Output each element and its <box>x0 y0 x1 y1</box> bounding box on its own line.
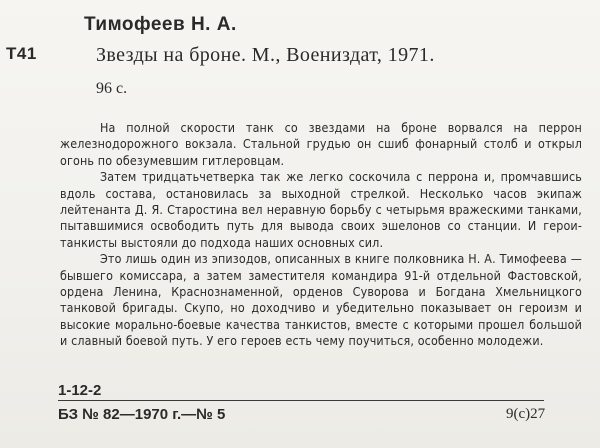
page-count: 96 с. <box>96 80 128 97</box>
author-name: Тимофеев Н. А. <box>84 14 237 35</box>
shelfmark: Т41 <box>6 44 37 63</box>
annotation-paragraph: На полной скорости танк со звездами на броне ворвался на перрон железнодорожного вокзала. Стальной грудью он сшиб фонарный столб и открыл огонь по обезумевшим гитлеровцам. <box>60 120 582 168</box>
bz-number: БЗ № 82—1970 г.—№ 5 <box>58 406 226 423</box>
classification-code: 1-12-2 <box>58 382 102 399</box>
price-code: 9(с)27 <box>506 406 546 422</box>
annotation-paragraph: Затем тридцатьчетверка так же легко соскочила с перрона и, промчавшись вдоль состава, остановилась за выходной стрелкой. Несколько часов экипаж лейтенанта Д. Я. Старостина вел неравную борьбу с четырьмя вражескими танками, пытавшимися освободить путь для вывода своих эшелонов со станции. И герои-танкисты выстояли до подхода наших основных сил. <box>60 169 582 250</box>
title-imprint: Звезды на броне. М., Воениздат, 1971. <box>96 44 435 66</box>
annotation-paragraph: Это лишь один из эпизодов, описанных в книге полковника Н. А. Тимофеева — бывшего комиссара, а затем заместителя командира 91-й отдельной Фастовской, ордена Ленина, Краснознаменной, орденов Суворова и Богдана Хмельницкого танковой бригады. Скупо, но доходчиво и убедительно показывает он героизм и высокие морально-боевые качества танкистов, вместе с которыми прошел большой и славный боевой путь. У его героев есть чему поучиться, особенно молодежи. <box>60 251 582 349</box>
annotation <box>60 120 582 350</box>
divider <box>58 400 544 401</box>
